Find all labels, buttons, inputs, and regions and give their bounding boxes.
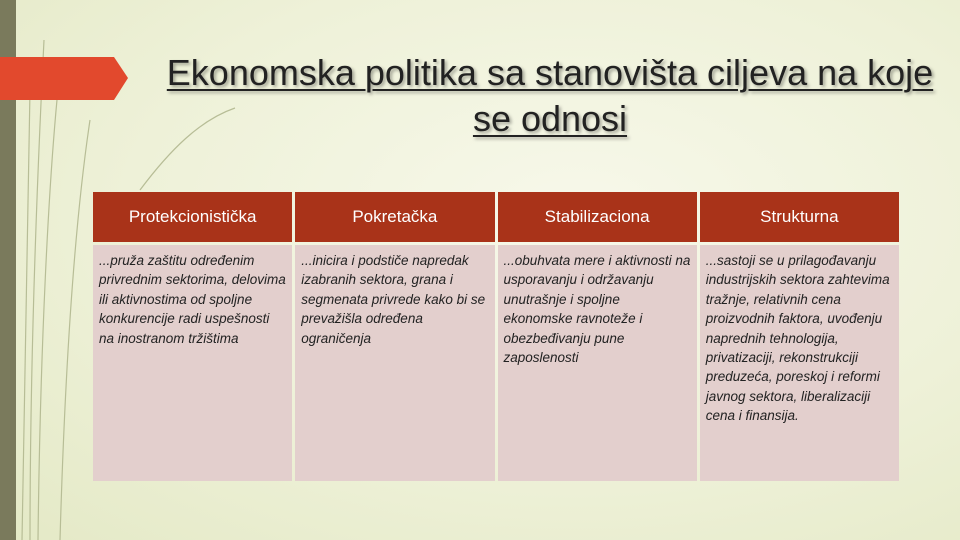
slide-title: Ekonomska politika sa stanovišta ciljeva na koje se odnosi	[166, 52, 934, 139]
cell-pokretacka: ...inicira i podstiče napredak izabranih sektora, grana i segmenata privrede kako bi se prevažišla određena ograničenja	[295, 245, 494, 481]
policy-table	[90, 189, 902, 484]
cell-protekcionisticka: ...pruža zaštitu određenim privrednim sektorima, delovima ili aktivnostima od spoljne konkurencije radi uspešnosti na inostranom tržištima	[93, 245, 292, 481]
header-stabilizaciona: Stabilizaciona	[498, 192, 697, 242]
table-header-row	[93, 192, 899, 242]
cell-stabilizaciona: ...obuhvata mere i aktivnosti na usporavanju i održavanju unutrašnje i spoljne ekonomske ravnoteže i obezbeđivanju pune zaposlenosti	[498, 245, 697, 481]
cell-strukturna: ...sastoji se u prilagođavanju industrijskih sektora zahtevima tražnje, relativnih cena proizvodnih faktora, uvođenju naprednih tehnologija, privatizaciji, rekonstrukciji preduzeća, poreskoj i reformi javnog sektora, liberalizaciji cena i finansija.	[700, 245, 899, 481]
title-accent-arrow	[0, 57, 128, 100]
header-pokretacka: Pokretačka	[295, 192, 494, 242]
header-protekcionisticka: Protekcionistička	[93, 192, 292, 242]
header-strukturna: Strukturna	[700, 192, 899, 242]
left-accent-bar	[0, 0, 16, 540]
table-row	[93, 245, 899, 481]
